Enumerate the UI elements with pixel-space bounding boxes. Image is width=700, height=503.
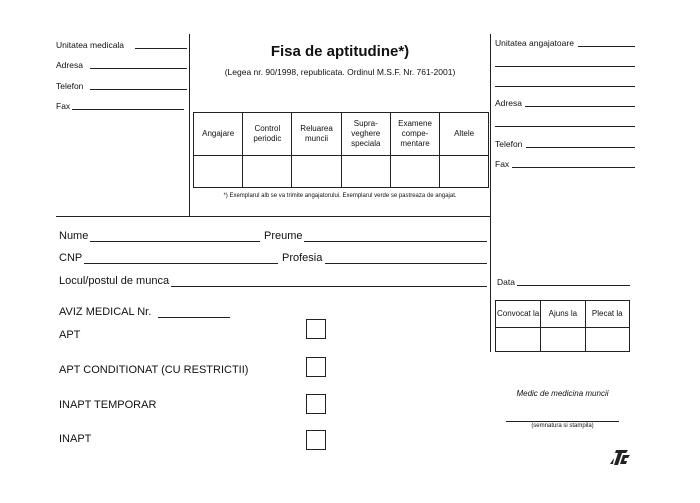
form-title: Fisa de aptitudine*)	[270, 43, 410, 60]
unitatea-angajatoare-label: Unitatea angajatoare	[495, 38, 574, 48]
col-reluarea-muncii: Reluarea muncii	[292, 113, 341, 156]
profesia-field[interactable]	[325, 263, 487, 264]
unitatea-medicala-label: Unitatea medicala	[56, 40, 125, 50]
signature-caption: (semnatura si stampila)	[531, 423, 594, 429]
option-apt-conditionat: APT CONDITIONAT (CU RESTRICTII)	[59, 364, 249, 376]
locul-label: Locul/postul de munca	[59, 275, 170, 287]
col-control-periodic: Control periodic	[243, 113, 292, 156]
unitatea-angajatoare-line2[interactable]	[495, 66, 635, 67]
telefon-right-field[interactable]	[526, 147, 635, 148]
cell-altele[interactable]	[440, 156, 489, 188]
col-altele: Altele	[440, 113, 489, 156]
convocat-table	[495, 300, 630, 352]
telefon-right-label: Telefon	[495, 139, 523, 149]
nume-field[interactable]	[90, 241, 260, 242]
nume-label: Nume	[59, 230, 89, 242]
form-subtitle: (Legea nr. 90/1998, republicata. Ordinul M.S.F. Nr. 761-2001)	[224, 67, 456, 77]
cell-examene[interactable]	[390, 156, 439, 188]
locul-field[interactable]	[171, 286, 487, 287]
col-angajare: Angajare	[194, 113, 243, 156]
data-field[interactable]	[517, 285, 630, 286]
cell-ajuns[interactable]	[541, 328, 585, 352]
checkbox-apt-conditionat[interactable]	[306, 357, 326, 377]
col-supraveghere: Supra-veghere speciala	[341, 113, 390, 156]
cnp-field[interactable]	[84, 263, 278, 264]
right-divider	[490, 34, 491, 352]
publisher-logo-icon	[606, 446, 632, 468]
exam-type-table	[193, 112, 489, 188]
prenume-label: Preume	[264, 230, 303, 242]
col-ajuns: Ajuns la	[541, 301, 585, 328]
adresa-left-label: Adresa	[56, 60, 83, 70]
checkbox-inapt-temporar[interactable]	[306, 394, 326, 414]
cell-angajare[interactable]	[194, 156, 243, 188]
fax-left-label: Fax	[56, 101, 71, 111]
unitatea-angajatoare-field[interactable]	[578, 46, 635, 47]
adresa-left-field[interactable]	[90, 68, 187, 69]
cell-convocat[interactable]	[496, 328, 541, 352]
header-separator	[56, 216, 490, 217]
profesia-label: Profesia	[282, 252, 323, 264]
prenume-field[interactable]	[304, 241, 487, 242]
col-convocat: Convocat la	[496, 301, 541, 328]
cell-supraveghere[interactable]	[341, 156, 390, 188]
fax-left-field[interactable]	[72, 109, 184, 110]
cell-reluarea-muncii[interactable]	[292, 156, 341, 188]
checkbox-apt[interactable]	[306, 319, 326, 339]
cell-control-periodic[interactable]	[243, 156, 292, 188]
col-plecat: Plecat la	[585, 301, 629, 328]
left-divider	[189, 34, 190, 216]
checkbox-inapt[interactable]	[306, 430, 326, 450]
fax-right-field[interactable]	[512, 167, 635, 168]
cell-plecat[interactable]	[585, 328, 629, 352]
option-apt: APT	[59, 329, 81, 341]
data-label: Data	[497, 277, 515, 287]
signature-title: Medic de medicina muncii	[516, 389, 609, 398]
adresa-right-line2[interactable]	[495, 126, 635, 127]
telefon-left-label: Telefon	[56, 81, 84, 91]
col-examene: Examene compe-mentare	[390, 113, 439, 156]
option-inapt-temporar: INAPT TEMPORAR	[59, 399, 157, 411]
unitatea-medicala-field[interactable]	[135, 48, 187, 49]
adresa-right-label: Adresa	[495, 98, 522, 108]
cnp-label: CNP	[59, 252, 83, 264]
telefon-left-field[interactable]	[90, 89, 187, 90]
adresa-right-field[interactable]	[525, 106, 635, 107]
footnote: *) Exemplarul alb se va trimite angajatorului. Exemplarul verde se pastreaza de angajat.	[223, 193, 457, 199]
option-inapt: INAPT	[59, 433, 92, 445]
fax-right-label: Fax	[495, 159, 510, 169]
aviz-label: AVIZ MEDICAL Nr.	[59, 306, 152, 318]
aviz-number-field[interactable]	[158, 317, 230, 318]
signature-field[interactable]	[506, 421, 619, 422]
unitatea-angajatoare-line3[interactable]	[495, 86, 635, 87]
